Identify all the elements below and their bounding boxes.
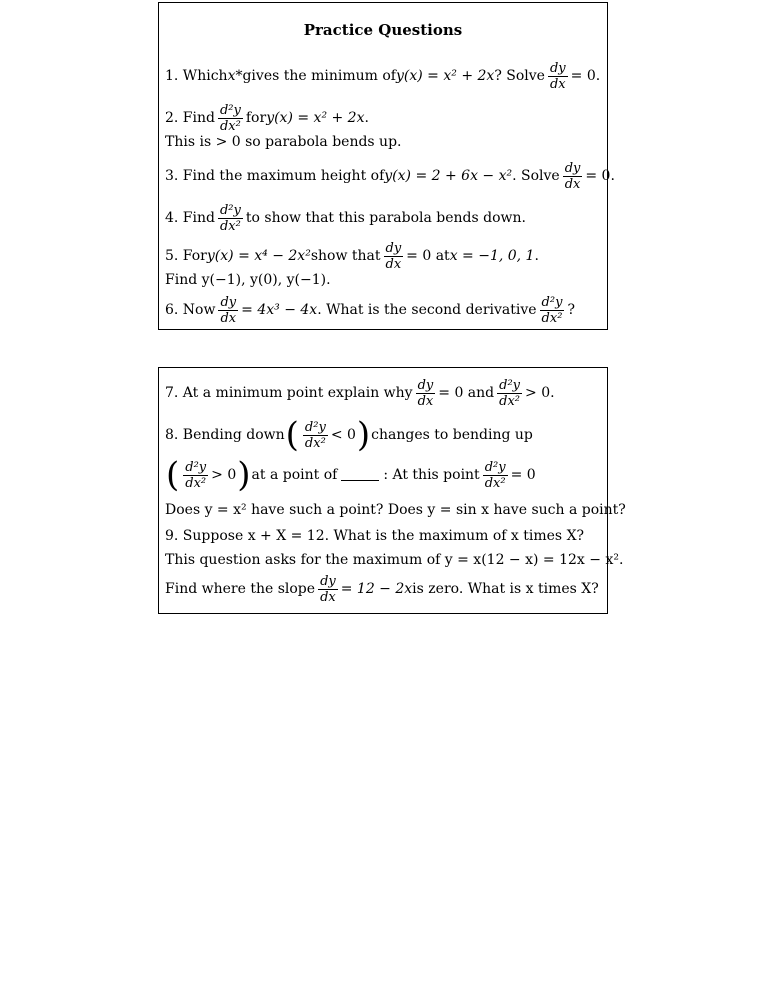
- q8-close-paren: ): [356, 415, 371, 455]
- q7-fraction-2: [497, 378, 522, 409]
- q3-frac-den: dx: [564, 176, 581, 192]
- q4-fraction: [218, 203, 243, 234]
- q8b-frac2-num: d²y: [484, 459, 506, 475]
- q1-frac-den: dx: [549, 76, 566, 92]
- q9c-frac-num: dy: [320, 573, 336, 589]
- q2-note-text: This is > 0 so parabola bends up.: [165, 134, 402, 150]
- q9c-text-a: Find where the slope: [165, 581, 316, 597]
- q5-text-b: show that: [310, 248, 381, 264]
- q9c-frac-den: dx: [320, 589, 336, 605]
- q8b-text-b: at a point of: [251, 467, 338, 483]
- practice-questions-panel: [158, 2, 615, 330]
- q8c-text: Does y = x² have such a point? Does y = sin x have such a point?: [165, 502, 626, 518]
- q1-text-c: ? Solve: [494, 68, 545, 84]
- q8-frac-num: d²y: [304, 419, 326, 435]
- q3-text-a: 3. Find the maximum height of: [165, 168, 385, 184]
- q2-expr: y(x) = x² + 2x: [266, 110, 365, 126]
- q1-x-star: x*: [227, 68, 243, 84]
- q7-frac-den: dx: [417, 393, 434, 409]
- question-4: [165, 203, 526, 233]
- question-2: [165, 103, 369, 133]
- question-8-followup: [165, 498, 626, 522]
- question-5: [165, 241, 539, 271]
- q6-frac-num: dy: [220, 294, 237, 310]
- q5-expr2: x = −1, 0, 1: [449, 248, 535, 264]
- panel-title: Practice Questions: [303, 21, 463, 39]
- q8b-fraction-2: [483, 460, 508, 491]
- q5-text-d: .: [534, 248, 539, 264]
- q1-text-a: 1. Which: [165, 68, 228, 84]
- q4-text-a: 4. Find: [165, 210, 215, 226]
- q7-fraction: [416, 378, 436, 409]
- q9b-text: This question asks for the maximum of y = x(12 − x) = 12x − x².: [165, 552, 624, 568]
- q8-fraction: [303, 420, 328, 451]
- q4-frac-num: d²y: [219, 202, 241, 218]
- q9c-text-c: is zero. What is x times X?: [412, 581, 599, 597]
- q8b-close-paren: ): [237, 455, 251, 495]
- q2-fraction: [218, 103, 243, 134]
- q9c-fraction: [318, 574, 338, 605]
- q8-frac-den: dx²: [304, 435, 326, 451]
- q8-text-c: changes to bending up: [371, 427, 533, 443]
- q6-text-a: 6. Now: [165, 302, 216, 318]
- q2-frac-num: d²y: [219, 102, 241, 118]
- question-2-note: [165, 131, 401, 153]
- q8b-text-d: = 0: [510, 467, 536, 483]
- q8b-frac2-den: dx²: [484, 475, 506, 491]
- q2-text-a: 2. Find: [165, 110, 215, 126]
- question-7: [165, 378, 555, 408]
- q8-text-a: 8. Bending down: [165, 427, 285, 443]
- q1-fraction: [548, 61, 568, 92]
- q6-frac2-den: dx²: [541, 310, 563, 326]
- q6-frac-den: dx: [220, 310, 237, 326]
- question-9-explanation: [165, 548, 623, 572]
- q9-text: 9. Suppose x + X = 12. What is the maximum of x times X?: [165, 528, 585, 544]
- q5-expr: y(x) = x⁴ − 2x²: [206, 248, 311, 264]
- q8b-text-c: : At this point: [383, 467, 480, 483]
- q3-fraction: [563, 161, 583, 192]
- answer-blank: [341, 470, 379, 481]
- q6-fraction-2: [540, 295, 565, 326]
- q3-expr: y(x) = 2 + 6x − x²: [384, 168, 513, 184]
- q5-text-c: = 0 at: [406, 248, 450, 264]
- q7-text-b: = 0 and: [438, 385, 495, 401]
- q8b-text-a: > 0: [211, 467, 237, 483]
- q1-expr: y(x) = x² + 2x: [396, 68, 495, 84]
- q5-text-a: 5. For: [165, 248, 207, 264]
- q3-text-b: . Solve: [512, 168, 560, 184]
- q5-frac-num: dy: [385, 240, 402, 256]
- q4-frac-den: dx²: [219, 218, 241, 234]
- question-5-followup: [165, 269, 331, 291]
- q6-text-d: ?: [567, 302, 575, 318]
- question-3: [165, 161, 615, 191]
- q3-frac-num: dy: [564, 160, 581, 176]
- q8b-open-paren: (: [166, 455, 180, 495]
- q1-text-b: gives the minimum of: [242, 68, 396, 84]
- q2-frac-den: dx²: [219, 118, 241, 134]
- q5-frac-den: dx: [385, 256, 402, 272]
- q2-text-c: .: [364, 110, 369, 126]
- q7-text-c: > 0.: [525, 385, 555, 401]
- q6-fraction: [218, 295, 238, 326]
- q7-text-a: 7. At a minimum point explain why: [165, 385, 413, 401]
- q6-text-b: = 4x³ − 4x: [241, 302, 318, 318]
- q1-frac-num: dy: [549, 60, 566, 76]
- practice-questions-panel-2: [158, 367, 626, 614]
- q9c-text-b: = 12 − 2x: [340, 581, 413, 597]
- question-9: [165, 524, 584, 548]
- q7-frac2-den: dx²: [499, 393, 521, 409]
- q7-frac-num: dy: [417, 377, 434, 393]
- q8b-frac-num: d²y: [185, 459, 207, 475]
- question-8: [165, 415, 533, 455]
- q8b-frac-den: dx²: [185, 475, 207, 491]
- q8b-fraction: [183, 460, 208, 491]
- q2-text-b: for: [245, 110, 267, 126]
- question-6: [165, 295, 575, 325]
- q3-text-c: = 0.: [585, 168, 615, 184]
- q7-frac2-num: d²y: [499, 377, 521, 393]
- q1-text-d: = 0.: [570, 68, 601, 84]
- q4-text-b: to show that this parabola bends down.: [245, 210, 526, 226]
- q8-text-b: < 0: [330, 427, 356, 443]
- question-8-continued: [165, 455, 536, 495]
- q6-text-c: . What is the second derivative: [317, 302, 537, 318]
- q6-frac2-num: d²y: [541, 294, 563, 310]
- q5-followup-text: Find y(−1), y(0), y(−1).: [165, 272, 331, 288]
- q8-open-paren: (: [285, 415, 299, 455]
- question-9-slope: [165, 574, 599, 604]
- q5-fraction: [384, 241, 404, 272]
- question-1: [165, 61, 600, 91]
